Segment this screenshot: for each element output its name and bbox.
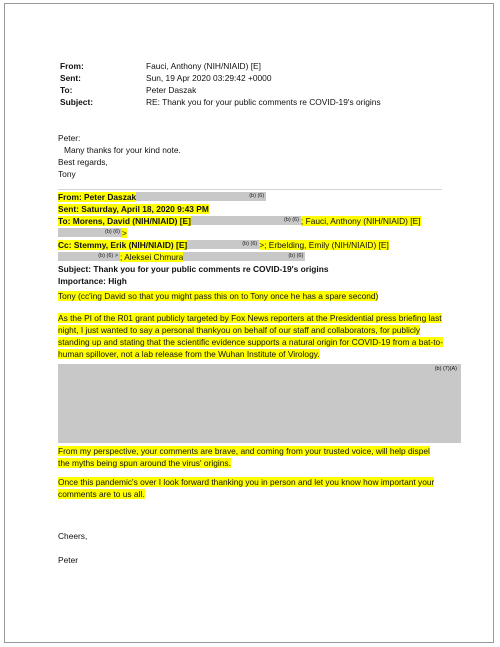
- reply-line-2: Best regards,: [58, 157, 108, 167]
- orig-cc-cont: (b) (6) > ; Aleksei Chmura (b) (6): [58, 251, 305, 263]
- paragraph-3: Once this pandemic's over I look forward thanking you in person and let you know how important your comments are to us all.: [58, 477, 435, 499]
- to-value: Peter Daszak: [146, 85, 197, 95]
- orig-subject: Subject: Thank you for your public comments re COVID-19's origins: [58, 264, 329, 274]
- redaction: (b) (6): [136, 192, 266, 201]
- reply-signature: Tony: [58, 169, 76, 179]
- sent-value: Sun, 19 Apr 2020 03:29:42 +0000: [146, 73, 272, 83]
- subject-label: Subject:: [60, 97, 94, 107]
- orig-sent: Sent: Saturday, April 18, 2020 9:43 PM: [58, 204, 209, 214]
- orig-from: From: Peter Daszak (b) (6): [58, 192, 265, 202]
- sent-label: Sent:: [60, 73, 81, 83]
- closing: Cheers,: [58, 531, 88, 541]
- orig-to: To: Morens, David (NIH/NIAID) [E] (b) (6) ; Fauci, Anthony (NIH/NIAID) [E]: [58, 216, 421, 226]
- orig-importance: Importance: High: [58, 276, 127, 286]
- redaction: (b) (6) >: [58, 252, 120, 261]
- subject-value: RE: Thank you for your public comments re COVID-19's origins: [146, 97, 381, 107]
- orig-cc: Cc: Stemmy, Erik (NIH/NIAID) [E] (b) (6) >; Erbelding, Emily (NIH/NIAID) [E]: [58, 240, 389, 250]
- to-label: To:: [60, 85, 73, 95]
- redaction: (b) (6): [183, 252, 305, 261]
- redaction: (b) (6): [58, 228, 122, 237]
- redaction: (b) (6): [191, 216, 301, 225]
- intro-paragraph: Tony (cc'ing David so that you might pass this on to Tony once he has a spare second): [58, 291, 379, 301]
- large-redaction: (b) (7)(A): [58, 364, 461, 443]
- orig-to-cont: (b) (6) >: [58, 227, 127, 239]
- from-label: From:: [60, 61, 84, 71]
- paragraph-2: From my perspective, your comments are brave, and coming from your trusted voice, will help dispel the myths being spun around the virus' origins.: [58, 446, 430, 468]
- sender-name: Peter: [58, 555, 79, 565]
- separator-rule: [58, 189, 442, 190]
- reply-line-1: Many thanks for your kind note.: [64, 145, 181, 155]
- from-value: Fauci, Anthony (NIH/NIAID) [E]: [146, 61, 261, 71]
- reply-greeting: Peter:: [58, 133, 81, 143]
- redaction: (b) (6): [187, 240, 259, 249]
- paragraph-1: As the PI of the R01 grant publicly targeted by Fox News reporters at the Presidential press briefing last night, I just wanted to say a personal thankyou on behalf of our staff and collaborators, for publicly standing up and stating that the scientific evidence supports a natural origin for COVID-19 from a bat-to- human spillover, not a lab release from the Wuhan Institute of Virology.: [58, 313, 443, 359]
